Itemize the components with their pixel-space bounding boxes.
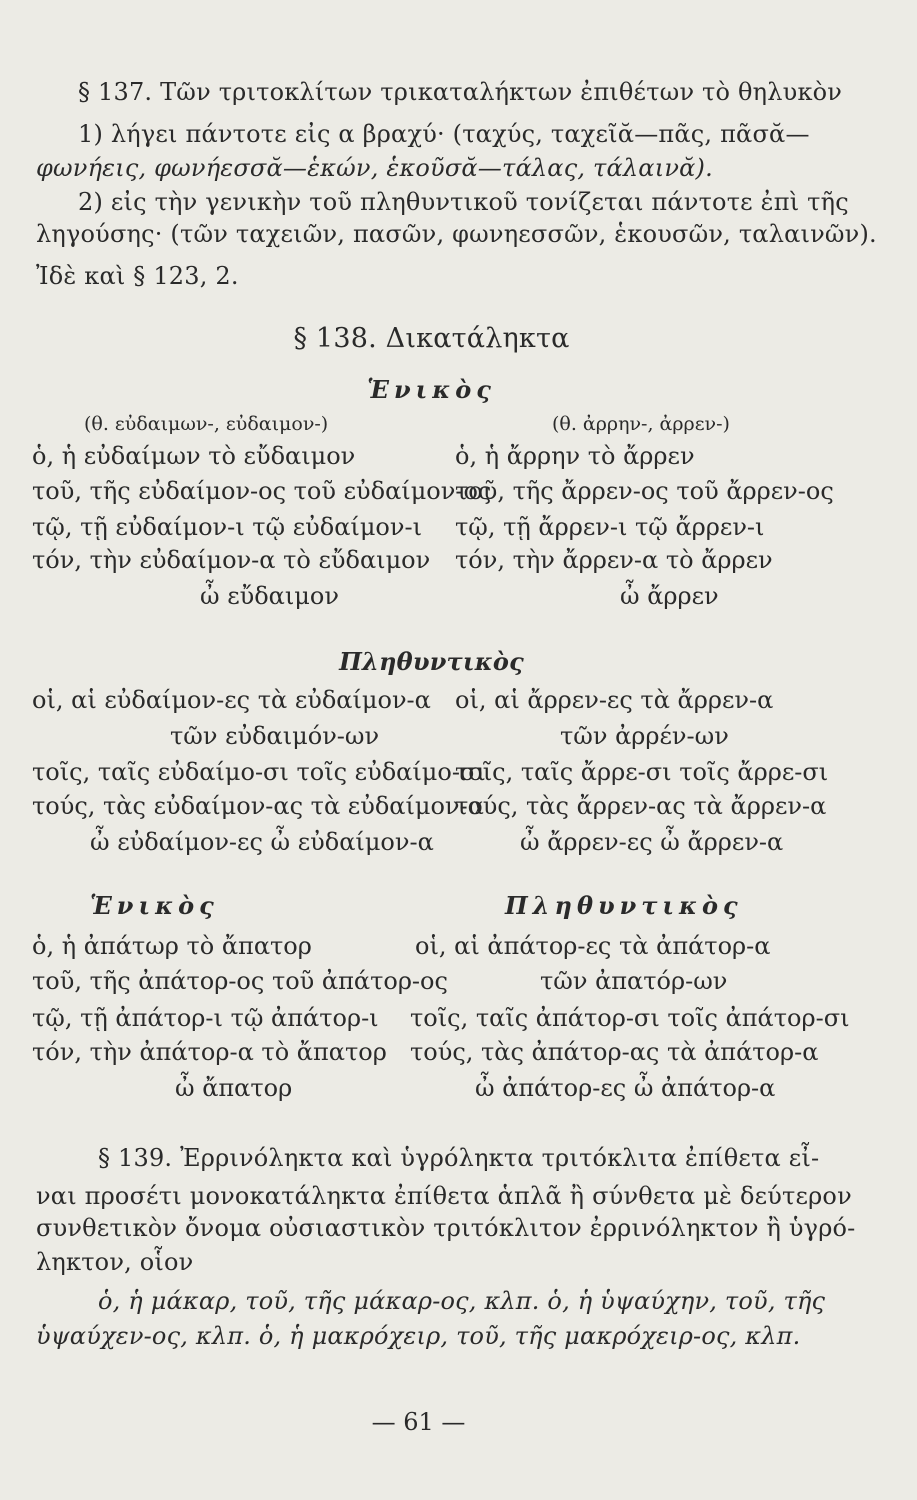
apator-row-2-left: τοῦ, τῆς ἀπάτορ-ος τοῦ ἀπάτορ-ος: [32, 967, 448, 995]
s139-line-5: ὁ, ἡ μάκαρ, τοῦ, τῆς μάκαρ-ος, κλπ. ὁ, ἡ ὑψαύχην, τοῦ, τῆς: [98, 1287, 826, 1315]
pl-row-1-right: οἱ, αἱ ἄρρεν-ες τὰ ἄρρεν-α: [455, 686, 774, 714]
pl-row-5-left: ὦ εὐδαίμον-ες ὦ εὐδαίμον-α: [90, 828, 434, 856]
s137-line-6: Ἰδὲ καὶ § 123, 2.: [36, 262, 239, 290]
apator-row-1-left: ὁ, ἡ ἀπάτωρ τὸ ἄπατορ: [32, 932, 312, 960]
apator-row-1-right: οἱ, αἱ ἀπάτορ-ες τὰ ἀπάτορ-α: [415, 932, 771, 960]
sg-row-2-left: τοῦ, τῆς εὐδαίμον-ος τοῦ εὐδαίμον-ος: [32, 477, 492, 505]
apator-row-2-right: τῶν ἀπατόρ-ων: [540, 967, 728, 995]
pl-row-3-left: τοῖς, ταῖς εὐδαίμο-σι τοῖς εὐδαίμο-σι: [32, 758, 486, 786]
s138-singular-title: Ἑνικὸς: [367, 375, 496, 404]
stem-right: (θ. ἀρρην-, ἀρρεν-): [552, 413, 730, 435]
s137-line-1: § 137. Τῶν τριτοκλίτων τρικαταλήκτων ἐπιθέτων τὸ θηλυκὸν: [78, 78, 843, 106]
apator-row-3-right: τοῖς, ταῖς ἀπάτορ-σι τοῖς ἀπάτορ-σι: [410, 1004, 850, 1032]
apator-row-5-right: ὦ ἀπάτορ-ες ὦ ἀπάτορ-α: [475, 1074, 776, 1102]
apator-singular-title: Ἑνικὸς: [90, 891, 219, 920]
s139-line-4: ληκτον, οἷον: [36, 1248, 194, 1276]
s137-line-4: 2) εἰς τὴν γενικὴν τοῦ πληθυντικοῦ τονίζεται πάντοτε ἐπὶ τῆς: [78, 188, 849, 216]
stem-left: (θ. εὐδαιμων-, εὐδαιμον-): [84, 413, 329, 435]
sg-row-4-right: τόν, τὴν ἄρρεν-α τὸ ἄρρεν: [455, 546, 773, 574]
sg-row-1-left: ὁ, ἡ εὐδαίμων τὸ εὔδαιμον: [32, 442, 356, 470]
s139-line-3: συνθετικὸν ὄνομα οὐσιαστικὸν τριτόκλιτον ἐρρινόληκτον ἢ ὑγρό-: [36, 1214, 856, 1242]
s137-line-3: φωνήεις, φωνήεσσᾰ—ἑκών, ἑκοῦσᾰ—τάλας, τάλαινᾰ).: [36, 154, 713, 182]
apator-row-3-left: τῷ, τῇ ἀπάτορ-ι τῷ ἀπάτορ-ι: [32, 1004, 379, 1032]
pl-row-3-right: τοῖς, ταῖς ἄρρε-σι τοῖς ἄρρε-σι: [455, 758, 829, 786]
s139-line-6: ὑψαύχεν-ος, κλπ. ὁ, ἡ μακρόχειρ, τοῦ, τῆς μακρόχειρ-ος, κλπ.: [36, 1322, 801, 1350]
pl-row-2-right: τῶν ἀρρέν-ων: [560, 722, 729, 750]
s137-line-2: 1) λήγει πάντοτε εἰς α βραχύ· (ταχύς, ταχεῖᾰ—πᾶς, πᾶσᾰ—: [78, 120, 810, 148]
pl-row-2-left: τῶν εὐδαιμόν-ων: [170, 722, 380, 750]
sg-row-2-right: τοῦ, τῆς ἄρρεν-ος τοῦ ἄρρεν-ος: [455, 477, 834, 505]
pl-row-1-left: οἱ, αἱ εὐδαίμον-ες τὰ εὐδαίμον-α: [32, 686, 431, 714]
apator-row-4-left: τόν, τὴν ἀπάτορ-α τὸ ἄπατορ: [32, 1038, 387, 1066]
apator-plural-title: Πληθυντικὸς: [505, 891, 743, 920]
s138-heading: § 138. Δικατάληκτα: [293, 323, 570, 354]
sg-row-1-right: ὁ, ἡ ἄρρην τὸ ἄρρεν: [455, 442, 695, 470]
pl-row-4-left: τούς, τὰς εὐδαίμον-ας τὰ εὐδαίμον-α: [32, 792, 484, 820]
s137-line-5: ληγούσης· (τῶν ταχειῶν, πασῶν, φωνηεσσῶν, ἑκουσῶν, ταλαινῶν).: [36, 220, 877, 248]
sg-row-3-left: τῷ, τῇ εὐδαίμον-ι τῷ εὐδαίμον-ι: [32, 513, 422, 541]
sg-row-3-right: τῷ, τῇ ἄρρεν-ι τῷ ἄρρεν-ι: [455, 513, 765, 541]
pl-row-5-right: ὦ ἄρρεν-ες ὦ ἄρρεν-α: [520, 828, 784, 856]
apator-row-4-right: τούς, τὰς ἀπάτορ-ας τὰ ἀπάτορ-α: [410, 1038, 819, 1066]
sg-row-5-left: ὦ εὔδαιμον: [200, 582, 339, 610]
sg-row-5-right: ὦ ἄρρεν: [620, 582, 719, 610]
apator-row-5-left: ὦ ἄπατορ: [175, 1074, 293, 1102]
s139-line-1: § 139. Ἐρρινόληκτα καὶ ὑγρόληκτα τριτόκλιτα ἐπίθετα εἶ-: [98, 1144, 820, 1172]
s139-line-2: ναι προσέτι μονοκατάληκτα ἐπίθετα ἁπλᾶ ἢ σύνθετα μὲ δεύτερον: [36, 1182, 852, 1210]
sg-row-4-left: τόν, τὴν εὐδαίμον-α τὸ εὔδαιμον: [32, 546, 431, 574]
s138-plural-title: Πληθυντικὸς: [339, 647, 524, 676]
page-number: — 61 —: [371, 1408, 466, 1436]
pl-row-4-right: τούς, τὰς ἄρρεν-ας τὰ ἄρρεν-α: [455, 792, 827, 820]
